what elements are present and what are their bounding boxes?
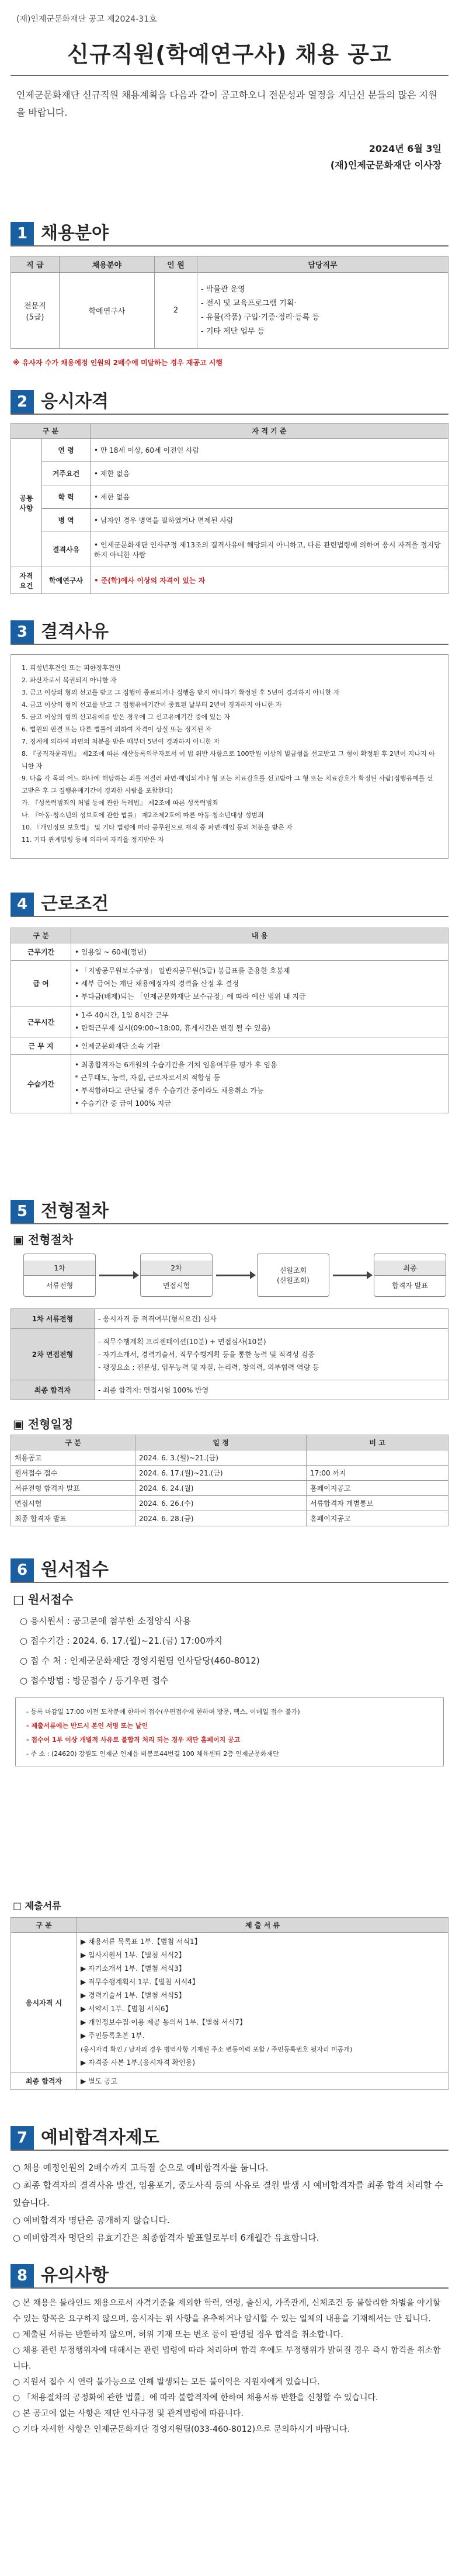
- sched-key: 채용공고: [11, 1450, 135, 1466]
- section-number: 5: [11, 1200, 34, 1223]
- section-label: 응시자격: [41, 391, 109, 412]
- page-title: 신규직원(학예연구사) 채용 공고: [67, 41, 392, 67]
- doc-item: ▶ 별도 공고: [77, 2072, 448, 2090]
- reserve-list: [13, 2159, 445, 2247]
- doc-key: 응시자격 시: [11, 1933, 77, 2072]
- screen-key: 1차 서류전형: [11, 1309, 95, 1329]
- doc-list: [77, 1933, 448, 2072]
- section-number: 2: [11, 390, 34, 414]
- count-cell: 2: [155, 273, 197, 349]
- sched-note: [307, 1450, 448, 1466]
- notice-number: (재)인제군문화재단 공고 제2024-31호: [16, 15, 157, 24]
- common-label: 공통 사항: [11, 439, 42, 567]
- flow-step-1: [23, 1254, 96, 1297]
- subheading-procedure: ▣ 전형절차: [13, 1233, 74, 1247]
- section-label: 유의사항: [41, 2265, 109, 2286]
- subheading-text: 원서접수: [27, 1592, 74, 1606]
- sched-key: 면접시험: [11, 1496, 135, 1511]
- application-notice-box: [15, 1697, 444, 1766]
- qual-value: • 인제군문화재단 인사규정 제13조의 결격사유에 해당되지 아니하고, 다른 관련법령에 의하여 응시 자격을 정지당하지 아니한 사람: [91, 532, 448, 567]
- table-header: 채용분야: [60, 256, 155, 273]
- list-item: 10. 『개인정보 보호법』 및 기타 법령에 따라 공무원으로 재직 중 파면·해임 등의 처분을 받은 자: [22, 824, 293, 831]
- cond-value: • 최종합격자는 6개월의 수습기간을 거쳐 임용여부를 평가 후 임용 * 근무태도, 능력, 자질, 근로자로서의 적합성 등 • 부적합하다고 판단될 경우 수습기간 중이라도 채용취소 가능 • 수습기간 중 급여 100% 지급: [71, 1055, 448, 1113]
- screen-key: 최종 합격자: [11, 1380, 95, 1400]
- sched-note: 홈페이지공고: [307, 1511, 448, 1526]
- table-header: 자 격 기 준: [91, 423, 448, 439]
- cond-key: 수습기간: [11, 1055, 71, 1113]
- table-header: 내 용: [71, 928, 448, 943]
- title-divider: [11, 75, 448, 76]
- section-5-header: [11, 1200, 448, 1224]
- list-item: ○ 접수기간 : 2024. 6. 17.(월)~21.(금) 17:00까지: [20, 1636, 222, 1646]
- notice-line: - 접수어 1부 이상 개별적 사유로 불합격 처리 되는 경우 재단 홈페이지 공고: [26, 1736, 241, 1744]
- list-item: 2. 파산자로서 복권되지 아니한 자: [22, 676, 117, 684]
- table-header: 구 분: [11, 928, 71, 943]
- subheading-text: 제출서류: [25, 1900, 61, 1911]
- cond-value: • 1주 40시간, 1일 8시간 근무 • 탄력근무제 실시(09:00~18:00, 휴게시간은 변경 될 수 있음): [71, 1006, 448, 1037]
- cond-key: 근 무 지: [11, 1037, 71, 1055]
- duty-item: - 박물관 운영: [201, 284, 245, 294]
- flow-step-bottom: 서류전형: [46, 1281, 74, 1290]
- doc-item: ▶ 입사지원서 1부.【별첨 서식2】: [81, 1951, 186, 1959]
- work-conditions-table: [11, 928, 448, 1113]
- list-item: 7. 징계에 의하여 파면의 처분을 받은 때부터 5년이 경과하지 아니한 자: [22, 738, 220, 745]
- screen-value: - 최종 합격자: 면접시험 100% 반영: [95, 1380, 448, 1400]
- qual-value: • 남자인 경우 병역을 필하였거나 면제된 사람: [91, 509, 448, 532]
- duty-item: - 기타 제단 업무 등: [201, 327, 265, 336]
- doc-item: ▶ 서약서 1부.【별첨 서식6】: [81, 2005, 172, 2013]
- list-item: ○ 제출된 서류는 반환하지 않으며, 허위 기재 또는 변조 등이 판명될 경우 합격을 취소합니다.: [13, 2330, 343, 2339]
- flow-step-3: [257, 1254, 329, 1297]
- qual-key: 결격사유: [42, 532, 91, 567]
- section-label: 결격사유: [41, 622, 109, 642]
- sched-key: 원서접수 접수: [11, 1466, 135, 1481]
- subheading-documents: □ 제출서류: [13, 1900, 61, 1911]
- section-number: 7: [11, 2126, 34, 2150]
- list-item: ○ 예비합격자 명단의 유효기간은 최종합격자 발표일로부터 6개월간 유효합니다.: [13, 2233, 319, 2243]
- subheading-application: □ 원서접수: [13, 1592, 74, 1606]
- flow-step-bottom: 합격자 발표: [392, 1281, 428, 1290]
- section-number: 8: [11, 2264, 34, 2287]
- table-header: 직 급: [11, 256, 60, 273]
- list-item: 1. 피성년후견인 또는 피한정후견인: [22, 664, 121, 672]
- table-header: 일 정: [135, 1435, 307, 1450]
- screen-value: - 응시자격 등 적격여부(형식요건) 심사: [95, 1309, 448, 1329]
- recruit-note: ※ 유사자 수가 채용예정 인원의 2배수에 미달하는 경우 재공고 시행: [13, 359, 223, 367]
- recruit-table: [11, 256, 448, 349]
- screening-table: [11, 1308, 448, 1400]
- section-label: 전형절차: [41, 1201, 109, 1221]
- qual-value: • 제한 없음: [91, 485, 448, 509]
- doc-item: ▶ 개인정보수집·이용 제공 동의서 1부.【별첨 서식7】: [81, 2018, 246, 2026]
- cond-key: 근무시간: [11, 1006, 71, 1037]
- grade-cell: 전문직 (5급): [11, 273, 60, 349]
- section-number: 3: [11, 620, 34, 644]
- cond-key: 급 여: [11, 961, 71, 1006]
- list-item: ○ 채용 예정인원의 2배수까지 고득점 순으로 예비합격자를 둡니다.: [13, 2162, 269, 2173]
- list-item: ○ 접수방법 : 방문접수 / 등기우편 접수: [20, 1675, 169, 1686]
- doc-item: ▶ 주민등록초본 1부.: [81, 2032, 145, 2040]
- list-item: ○ 접 수 처 : 인제군문화재단 경영지원팀 인사담당(460-8012): [20, 1655, 260, 1666]
- qual-value: • 제한 없음: [91, 462, 448, 485]
- table-header: 구 분: [11, 1435, 135, 1450]
- list-item: ○ 기타 자세한 사항은 인제군문화재단 경영지원팀(033-460-8012)으로 문의하시기 바랍니다.: [13, 2425, 350, 2434]
- section-6-header: [11, 1558, 448, 1583]
- section-7-header: [11, 2126, 448, 2151]
- sched-key: 서류전형 합격자 발표: [11, 1481, 135, 1496]
- subheading-schedule: ▣ 전형일정: [13, 1417, 74, 1431]
- list-item: ○ 채용 관련 부정행위자에 대해서는 관련 법령에 따라 처리하며 합격 후에도 부정행위가 밝혀질 경우 즉시 합격을 취소합니다.: [13, 2346, 441, 2371]
- section-3-header: [11, 620, 448, 645]
- notice-org: (재)인제군문화재단 이사장: [330, 159, 441, 171]
- section-label: 근로조건: [41, 894, 109, 914]
- list-item: ○ 예비합격자 명단은 공개하지 않습니다.: [13, 2215, 170, 2226]
- section-1-header: [11, 222, 448, 247]
- list-item: 9. 다음 각 목의 어느 하나에 해당하는 죄를 저질러 파면·해임되거나 형 또는 치료감호를 선고받아 그 형 또는 치료감호가 확정된 사람(집행유예를 선고받은 후 그 집행유예기간이 경과한 사람을 포함한다): [22, 775, 433, 794]
- screen-key: 2차 면접전형: [11, 1329, 95, 1380]
- list-item: ○ 「채용절차의 공정화에 관한 법률」에 따라 불합격자에 한하여 채용서류 반환을 신청할 수 있습니다.: [13, 2393, 378, 2403]
- flow-step-2: [140, 1254, 213, 1297]
- subheading-text: 전형일정: [27, 1417, 74, 1431]
- table-header: 구 분: [11, 1918, 77, 1933]
- list-item: 8. 『공직자윤리법』 제2조에 따른 재산등록의무자로서 이 법 위반 사항으로 100만원 이상의 벌금형을 선고받고 그 형이 확정된 후 2년이 지나지 아니한 자: [22, 750, 435, 770]
- schedule-table: [11, 1435, 448, 1526]
- flow-step-4: [374, 1254, 446, 1297]
- list-item: 6. 법원의 판결 또는 다른 법률에 의하여 자격이 상실 또는 정지된 자: [22, 725, 212, 733]
- list-item: 가. 『성폭력범죄의 처벌 등에 관한 특례법』 제2조에 따른 성폭력범죄: [22, 799, 218, 807]
- table-header: 구 분: [11, 423, 91, 439]
- qualification-table: [11, 423, 448, 594]
- section-2-header: [11, 390, 448, 415]
- list-item: 나. 『아동·청소년의 성보호에 관한 법률』 제2조제2호에 따른 아동·청소년대상 성범죄: [22, 811, 264, 819]
- flow-step-top: 1차: [24, 1261, 95, 1276]
- table-header: 인 원: [155, 256, 197, 273]
- flow-arrow: [333, 1275, 368, 1276]
- flow-arrow: [216, 1275, 251, 1276]
- section-number: 6: [11, 1558, 34, 1582]
- notice-line: - 제출서류에는 반드시 본인 서명 또는 날인: [26, 1722, 148, 1730]
- list-item: ○ 최종 합격자의 결격사유 발견, 임용포기, 중도사직 등의 사유로 결원 발생 시 예비합격자를 최종 합격 처리할 수 있습니다.: [13, 2180, 443, 2208]
- section-label: 원서접수: [41, 1560, 109, 1580]
- subheading-text: 전형절차: [27, 1233, 74, 1247]
- sched-key: 최종 합격자 발표: [11, 1511, 135, 1526]
- flow-step-bottom: 면접시험: [162, 1281, 190, 1290]
- caution-list: [13, 2296, 445, 2438]
- doc-item: ▶ 경력기술서 1부.【별첨 서식5】: [81, 1991, 186, 1999]
- sched-note: 17:00 까지: [307, 1466, 448, 1481]
- table-header: 담당직무: [197, 256, 448, 273]
- disqualification-box: [11, 654, 448, 859]
- qual-key: 학예연구사: [42, 567, 91, 594]
- flow-step-bottom: (신원조회): [277, 1276, 310, 1284]
- flow-step-top: 최종: [374, 1261, 446, 1276]
- doc-item: (응시자격 확인 / 남자의 경우 병역사항 기재된 주소 변동이력 포함 / 주민등록번호 뒷자리 미공개): [81, 2046, 353, 2053]
- sched-note: 서류합격자 개별통보: [307, 1496, 448, 1511]
- duties-cell: [197, 273, 448, 349]
- section-label: 채용분야: [41, 223, 109, 244]
- spec-label: 자격 요건: [11, 567, 42, 594]
- qual-value: • 만 18세 이상, 60세 이전인 사람: [91, 439, 448, 462]
- sched-date: 2024. 6. 24.(월): [135, 1481, 307, 1496]
- list-item: 11. 기타 관계법령 등에 의하여 자격을 정지받은 자: [22, 836, 164, 843]
- screen-value: - 직무수행계획 프리젠테이션(10분) + 면접심사(10분) - 자기소개서, 경력기술서, 직무수행계획 등을 통한 능력 및 적격성 검증 - 평정요소 : 전문성, 업무능력 및 자질, 논리력, 창의력, 외부협력 역량 등: [95, 1329, 448, 1380]
- list-item: ○ 응시원서 : 공고문에 첨부한 소정양식 사용: [20, 1616, 192, 1626]
- section-number: 4: [11, 893, 34, 916]
- list-item: ○ 본 공고에 없는 사항은 재단 인사규정 및 관계법령에 따릅니다.: [13, 2409, 244, 2418]
- cond-key: 근무기간: [11, 943, 71, 961]
- table-header: 제 출 서 류: [77, 1918, 448, 1933]
- documents-table: [11, 1917, 448, 2090]
- notice-date: 2024년 6월 3일: [368, 143, 441, 154]
- cond-value: • 「지방공무원보수규정」 일반직공무원(5급) 봉급표를 준용한 호봉제 • 세부 급여는 재단 채용예정자의 경력을 산정 후 결정 • 부다금(배제)되는 「인제군문화재단 보수규정」에 따라 예산 범위 내 지급: [71, 961, 448, 1006]
- list-item: 3. 금고 이상의 형의 선고를 받고 그 집행이 종료되거나 집행을 받지 아니하기 확정된 후 5년이 경과하지 아니한 자: [22, 689, 340, 696]
- sched-date: 2024. 6. 26.(수): [135, 1496, 307, 1511]
- list-item: ○ 지원서 접수 시 연락 불가능으로 인해 발생되는 모든 불이익은 지원자에게 있습니다.: [13, 2377, 320, 2387]
- flow-arrow: [99, 1275, 134, 1276]
- field-cell: 학예연구사: [60, 273, 155, 349]
- notice-line: - 주 소 : (24620) 강원도 인제군 인제읍 비봉로44번길 100 체육센터 2층 인제군문화재단: [26, 1750, 279, 1758]
- doc-item: ▶ 자기소개서 1부.【별첨 서식3】: [81, 1964, 186, 1973]
- section-4-header: [11, 893, 448, 917]
- flow-step-top: 신원조회: [279, 1266, 307, 1275]
- list-item: 5. 금고 이상의 형의 선고유예를 받은 경우에 그 선고유예기간 중에 있는 자: [22, 713, 231, 721]
- duty-item: - 전시 및 교육프로그램 기획·: [201, 298, 297, 308]
- table-header: 비 고: [307, 1435, 448, 1450]
- duty-item: - 유물(작품) 구입·기증·정리·등록 등: [201, 313, 319, 322]
- sched-date: 2024. 6. 17.(월)~21.(금): [135, 1466, 307, 1481]
- qual-key: 학 력: [42, 485, 91, 509]
- qual-value: • 준(학)예사 이상의 자격이 있는 자: [91, 567, 448, 594]
- doc-item: ▶ 자격증 사본 1부.(응시자격 확인용): [81, 2058, 195, 2067]
- list-item: ○ 본 채용은 블라인드 채용으로서 자격기준을 제외한 학력, 연령, 출신지, 가족관계, 신체조건 등 불합리한 차별을 야기할 수 있는 항목은 요구하지 않으며, 응시자는 위 사항을 유추하거나 암시할 수 있는 일체의 내용을 기재해서는 안 됩니다.: [13, 2299, 441, 2324]
- cond-value: • 임용일 ~ 60세(정년): [71, 943, 448, 961]
- section-8-header: [11, 2264, 448, 2289]
- application-list: [20, 1611, 260, 1690]
- section-number: 1: [11, 222, 34, 245]
- doc-item: ▶ 직무수행계획서 1부.【별첨 서식4】: [81, 1978, 199, 1986]
- qual-key: 연 령: [42, 439, 91, 462]
- doc-key: 최종 합격자: [11, 2072, 77, 2090]
- qual-key: 병 역: [42, 509, 91, 532]
- section-label: 예비합격자제도: [41, 2127, 159, 2148]
- notice-line: - 등록 마감일 17:00 이전 도착분에 한하여 접수(우편접수에 한하며 방문, 팩스, 이메일 접수 불가): [26, 1708, 300, 1716]
- intro-text: 인제군문화재단 신규직원 채용계획을 다음과 같이 공고하오니 전문성과 열정을 지닌신 분들의 많은 지원을 바랍니다.: [16, 89, 437, 118]
- qual-key: 거주요건: [42, 462, 91, 485]
- list-item: 4. 금고 이상의 형의 선고를 받고 그 집행유예기간이 종료된 날부터 2년이 경과하지 아니한 자: [22, 701, 282, 709]
- cond-value: • 인제군문화재단 소속 기관: [71, 1037, 448, 1055]
- flow-step-top: 2차: [141, 1261, 212, 1276]
- sched-note: 홈페이지공고: [307, 1481, 448, 1496]
- sched-date: 2024. 6. 28.(금): [135, 1511, 307, 1526]
- sched-date: 2024. 6. 3.(월)~21.(금): [135, 1450, 307, 1466]
- doc-item: ▶ 채용서류 목록표 1부.【별첨 서식1】: [81, 1938, 201, 1946]
